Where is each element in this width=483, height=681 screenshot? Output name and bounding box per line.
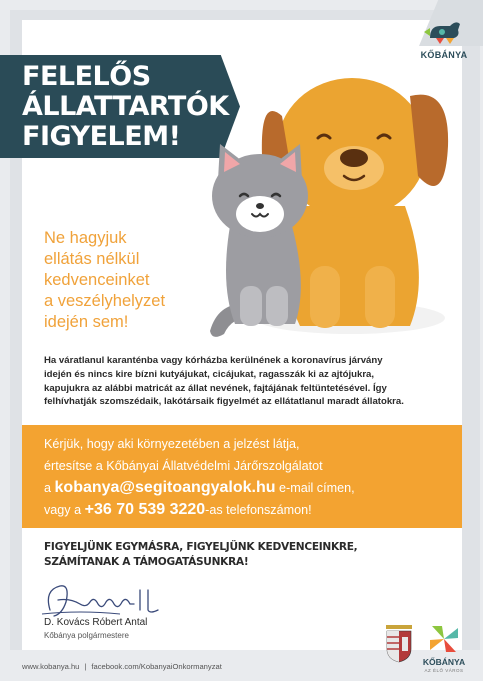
phone-link[interactable]: +36 70 539 3220	[84, 501, 206, 518]
footer-separator: |	[84, 662, 87, 671]
poster-title	[22, 61, 229, 152]
body-paragraph	[44, 354, 450, 409]
mayor-signature	[40, 580, 170, 622]
contact-line-4-pre: vagy a	[44, 503, 85, 517]
slogan	[44, 540, 374, 570]
lead-line-4: a veszélyhelyzet	[44, 292, 166, 310]
footer-facebook[interactable]: facebook.com/KobanyaiOnkormanyzat	[91, 662, 222, 671]
contact-text	[44, 433, 456, 521]
lead-text	[44, 228, 214, 333]
bottom-logo-text: KŐBÁNYA	[422, 657, 466, 667]
contact-line-4	[44, 499, 456, 521]
dog-and-cat-illustration	[200, 56, 462, 346]
bottom-logo-subtitle: AZ ÉLŐ VÁROS	[424, 668, 464, 673]
contact-line-3-post: e-mail címen,	[275, 481, 355, 495]
lead-line-5: idején sem!	[44, 313, 129, 331]
top-logo-text: KŐBÁNYA	[420, 50, 468, 60]
footer-website[interactable]: www.kobanya.hu	[22, 662, 80, 671]
contact-line-3-pre: a	[44, 481, 55, 495]
lead-line-1: Ne hagyjuk	[44, 229, 127, 247]
body-line-2: idején és nincs kire bízni kutyájukat, cicájukat, ragasszák ki az ajtójukra,	[44, 368, 375, 380]
title-line-1: FELELŐS	[22, 61, 151, 92]
contact-line-1: Kérjük, hogy aki környezetében a jelzést látja,	[44, 437, 300, 451]
slogan-line-2: SZÁMÍTANAK A TÁMOGATÁSUNKRA!	[44, 556, 249, 568]
body-line-4: felhívhatják szomszédaik, lakótársaik figyelmét az ellátatlanul maradt állatokra.	[44, 396, 404, 408]
title-line-3: FIGYELEM!	[22, 121, 181, 152]
signer-name: D. Kovács Róbert Antal	[44, 617, 148, 628]
lead-line-3: kedvenceinket	[44, 271, 150, 289]
body-line-1: Ha váratlanul karanténba vagy kórházba kerülnének a koronavírus járvány	[44, 355, 383, 366]
signer-title: Kőbánya polgármestere	[44, 631, 129, 640]
contact-line-2: értesítse a Kőbányai Állatvédelmi Járőrszolgálatot	[44, 459, 323, 473]
contact-line-4-post: -as telefonszámon!	[205, 503, 312, 517]
slogan-line-1: FIGYELJÜNK EGYMÁSRA, FIGYELJÜNK KEDVENCEINKRE,	[44, 541, 358, 553]
dog-cat-logo-icon	[416, 14, 472, 50]
title-line-2: ÁLLATTARTÓK	[22, 91, 229, 122]
kobanya-pinwheel-icon	[418, 622, 470, 656]
kobanya-logo-bottom	[418, 622, 470, 680]
email-link[interactable]: kobanya@segitoangyalok.hu	[54, 479, 276, 496]
body-line-3: kapujukra az alábbi matricát az állat nevének, fajtájának feltüntetésével. Így	[44, 382, 387, 394]
lead-line-2: ellátás nélkül	[44, 250, 140, 268]
footer	[22, 662, 222, 671]
contact-line-3	[44, 477, 456, 499]
coat-of-arms-icon	[384, 625, 414, 663]
